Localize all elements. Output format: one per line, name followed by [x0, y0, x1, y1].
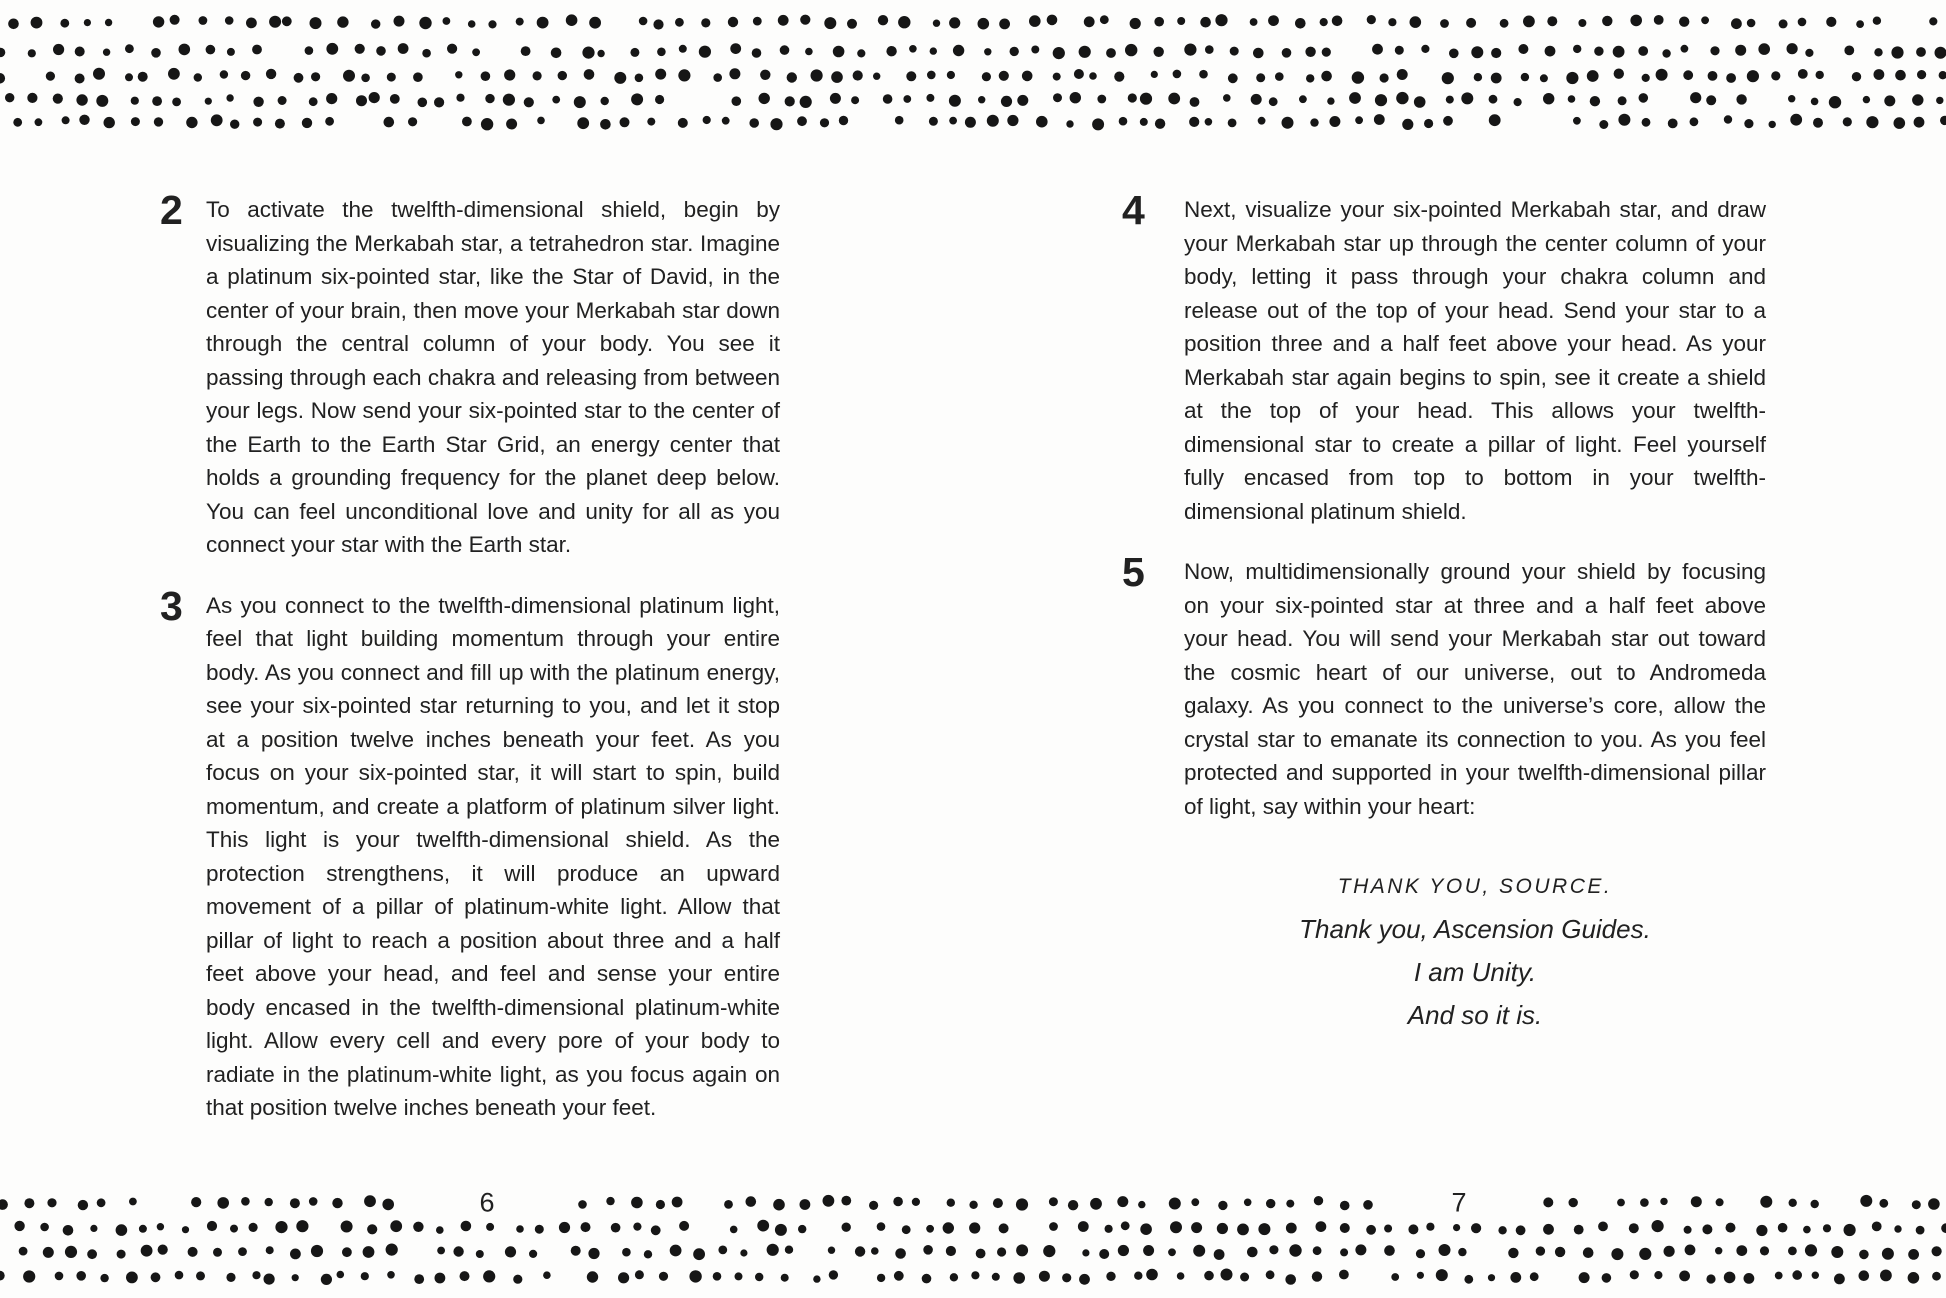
- step-5: [1122, 549, 1766, 823]
- right-page: [1122, 187, 1766, 1044]
- right-page-number: 7: [1447, 1190, 1470, 1217]
- step-4: [1122, 187, 1766, 528]
- top-dot-border: [0, 0, 1946, 138]
- left-page: [160, 187, 780, 1125]
- step-5-number: 5: [1122, 549, 1144, 595]
- step-5-text: Now, multidimensionally ground your shield by focusing on your six-pointed star at three and a half feet above your head. You will send your Merkabah star out toward the cosmic heart of our universe, out to Andromeda galaxy. As you connect to the universe’s core, allow the crystal star to emanate its connection to you. As you feel protected and supported in your twelfth-dimensional pillar of light, say within your heart:: [1184, 559, 1766, 819]
- step-4-number: 4: [1122, 187, 1144, 233]
- mantra-line-unity: I am Unity.: [1413, 957, 1537, 987]
- step-2-text: To activate the twelfth-dimensional shield, begin by visualizing the Merkabah star, a tetrahedron star. Imagine a platinum six-pointed star, like the Star of David, in the center of your brain, then move your Merkabah star down through the central column of your body. You see it passing through each chakra and releasing from between your legs. Now send your six-pointed star to the center of the Earth to the Earth Star Grid, an energy center that holds a grounding frequency for the planet deep below. You can feel unconditional love and unity for all as you connect your star with the Earth star.: [206, 197, 780, 557]
- mantra-block: [1184, 875, 1766, 1029]
- mantra-line-source: THANK YOU, SOURCE.: [1337, 875, 1613, 898]
- left-page-number: 6: [475, 1190, 498, 1217]
- step-2: [160, 187, 780, 562]
- step-3-number: 3: [160, 582, 182, 629]
- step-4-text: Next, visualize your six-pointed Merkabah star, and draw your Merkabah star up through the center column of your body, letting it pass through your chakra column and release out of the top of your head. Send your star to a position three and a half feet above your head. As your Merkabah star again begins to spin, see it create a shield at the top of your head. This allows your twelfth-dimensional star to create a pillar of light. Feel yourself fully encased from top to bottom in your twelfth-dimensional platinum shield.: [1184, 197, 1766, 524]
- mantra-line-closing: And so it is.: [1407, 1000, 1543, 1030]
- step-2-number: 2: [160, 187, 182, 233]
- mantra-line-guides: Thank you, Ascension Guides.: [1299, 914, 1651, 944]
- bottom-dot-border: [0, 1190, 1946, 1298]
- step-3-text: As you connect to the twelfth-dimensional platinum light, feel that light building momentum through your entire body. As you connect and fill up with the platinum energy, see your six-pointed star returning to you, and let it stop at a position twelve inches beneath your feet. As you focus on your six-pointed star, it will start to spin, build momentum, and create a platform of platinum silver light. This light is your twelfth-dimensional shield. As the protection strengthens, it will produce an upward movement of a pillar of platinum-white light. Allow that pillar of light to reach a position about three and a half feet above your head, and feel and sense your entire body encased in the twelfth-dimensional platinum-white light. Allow every cell and every pore of your body to radiate in the platinum-white light, as you focus again on that position twelve inches beneath your feet.: [206, 592, 780, 1120]
- step-3: [160, 582, 780, 1125]
